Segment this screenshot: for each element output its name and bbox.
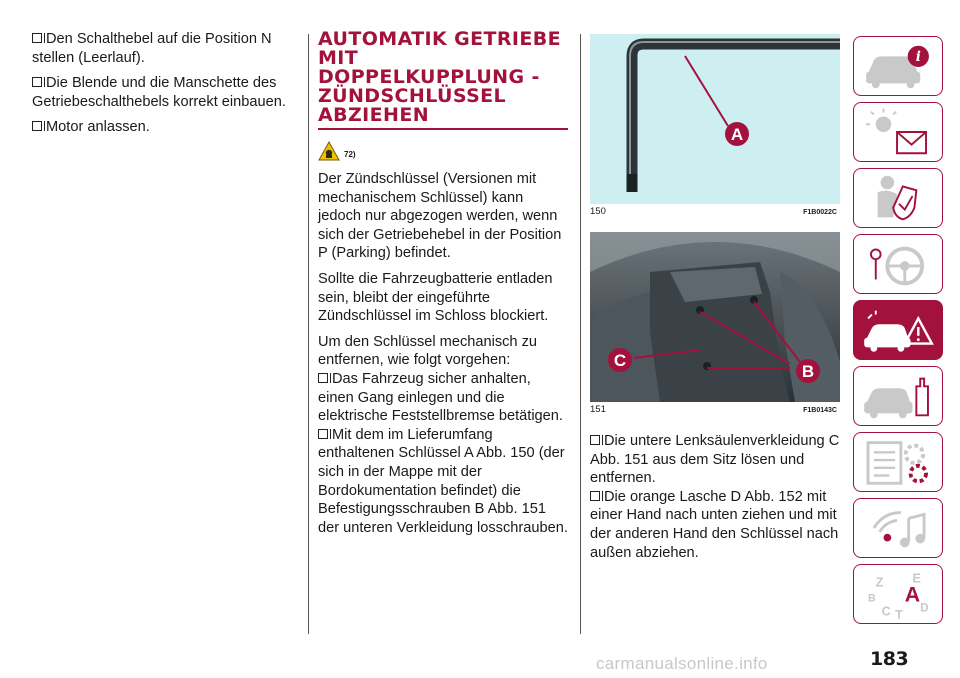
figure-151-steering-column bbox=[590, 232, 840, 402]
checkbox-bullet-icon bbox=[32, 77, 42, 87]
car-info-icon bbox=[854, 37, 942, 95]
warning-lights-icon bbox=[854, 103, 942, 161]
figure-caption bbox=[590, 206, 840, 222]
callout-b-label: B bbox=[801, 362, 815, 381]
figure-caption bbox=[590, 404, 840, 420]
checkbox-bullet-icon bbox=[32, 33, 42, 43]
tab-maintenance[interactable] bbox=[853, 366, 943, 426]
checkbox-bullet-icon bbox=[318, 429, 328, 439]
column-divider bbox=[580, 34, 581, 634]
allen-key-illustration bbox=[590, 34, 840, 204]
section-heading: AUTOMATIK GETRIEBE MIT DOPPELKUPPLUNG - ZÜNDSCHLÜSSEL ABZIEHEN bbox=[318, 28, 562, 126]
figure-code: F1B0143C bbox=[803, 407, 837, 414]
figure-150-key bbox=[590, 34, 840, 204]
list-item: Den Schalthebel auf die Position N stellen (Leerlauf). bbox=[32, 31, 272, 66]
warning-ref-number: 72) bbox=[344, 149, 356, 159]
svg-text:C: C bbox=[881, 604, 891, 619]
list-item: Die untere Lenksäulenverkleidung C Abb. 151 aus dem Sitz lösen und entfernen. bbox=[590, 433, 840, 487]
warning-triangle-icon bbox=[318, 141, 340, 161]
tab-multimedia[interactable] bbox=[853, 498, 943, 558]
paragraph: Um den Schlüssel mechanisch zu entfernen, wie folgt vorgehen: bbox=[318, 333, 538, 369]
tab-car-info[interactable] bbox=[853, 36, 943, 96]
figure-number: 151 bbox=[590, 404, 606, 415]
tab-technical-data[interactable] bbox=[853, 432, 943, 492]
tab-warning-lights[interactable] bbox=[853, 102, 943, 162]
maintenance-icon bbox=[854, 367, 942, 425]
svg-text:Z: Z bbox=[875, 575, 884, 590]
checkbox-bullet-icon bbox=[318, 373, 328, 383]
figure-number: 150 bbox=[590, 206, 606, 217]
emergency-icon bbox=[854, 301, 942, 359]
list-item: Motor anlassen. bbox=[32, 118, 302, 137]
column-3 bbox=[590, 34, 840, 562]
callout-a-label: A bbox=[730, 125, 744, 144]
checkbox-bullet-icon bbox=[32, 121, 42, 131]
list-item: Mit dem im Lieferumfang enthaltenen Schlüssel A Abb. 150 (der sich in der Mappe mit der Bordokumentation befindet) die Befestigungsschrauben B Abb. 151 der unteren Verkleidung losschrauben. bbox=[318, 426, 568, 536]
paragraph: Der Zündschlüssel (Versionen mit mechanischem Schlüssel) kann jedoch nur abgezogen werden, wenn sich der Getriebehebel in der Position P (Parking) befindet. bbox=[318, 171, 562, 262]
checkbox-bullet-icon bbox=[590, 491, 600, 501]
tab-starting-driving[interactable] bbox=[853, 234, 943, 294]
svg-text:A: A bbox=[904, 582, 921, 607]
svg-text:E: E bbox=[912, 571, 921, 586]
multimedia-icon bbox=[854, 499, 942, 557]
paragraph: Sollte die Fahrzeugbatterie entladen sein, bleibt der eingeführte Zündschlüssel im Schloss blockiert. bbox=[318, 270, 553, 325]
checkbox-bullet-icon bbox=[590, 435, 600, 445]
watermark: carmanualsonline.info bbox=[596, 654, 768, 673]
list-item: Das Fahrzeug sicher anhalten, einen Gang einlegen und die elektrische Feststellbremse betätigen. bbox=[318, 370, 563, 425]
tab-safety[interactable] bbox=[853, 168, 943, 228]
technical-data-icon bbox=[854, 433, 942, 491]
tab-emergency[interactable] bbox=[853, 300, 943, 360]
svg-text:T: T bbox=[895, 608, 903, 623]
safety-icon bbox=[854, 169, 942, 227]
warning-reference bbox=[318, 140, 570, 162]
index-icon bbox=[854, 565, 942, 623]
list-item: Die Blende und die Manschette des Getriebeschalthebels korrekt einbauen. bbox=[32, 75, 286, 110]
tab-index[interactable] bbox=[853, 564, 943, 624]
page-number: 183 bbox=[870, 648, 909, 670]
body-text bbox=[590, 432, 840, 562]
steering-wheel-icon bbox=[854, 235, 942, 293]
figure-code: F1B0022C bbox=[803, 209, 837, 216]
svg-text:i: i bbox=[915, 49, 921, 66]
column-divider bbox=[308, 34, 309, 634]
heading-underline bbox=[318, 128, 568, 130]
callout-c-label: C bbox=[613, 351, 627, 370]
steering-column-photo bbox=[590, 232, 840, 402]
column-1 bbox=[32, 30, 302, 137]
column-2 bbox=[318, 30, 570, 537]
svg-text:B: B bbox=[868, 592, 876, 605]
body-text bbox=[318, 170, 570, 537]
svg-text:D: D bbox=[920, 601, 929, 615]
list-item: Die orange Lasche D Abb. 152 mit einer Hand nach unten ziehen und mit der anderen Hand den Schlüssel nach außen abziehen. bbox=[590, 488, 839, 561]
